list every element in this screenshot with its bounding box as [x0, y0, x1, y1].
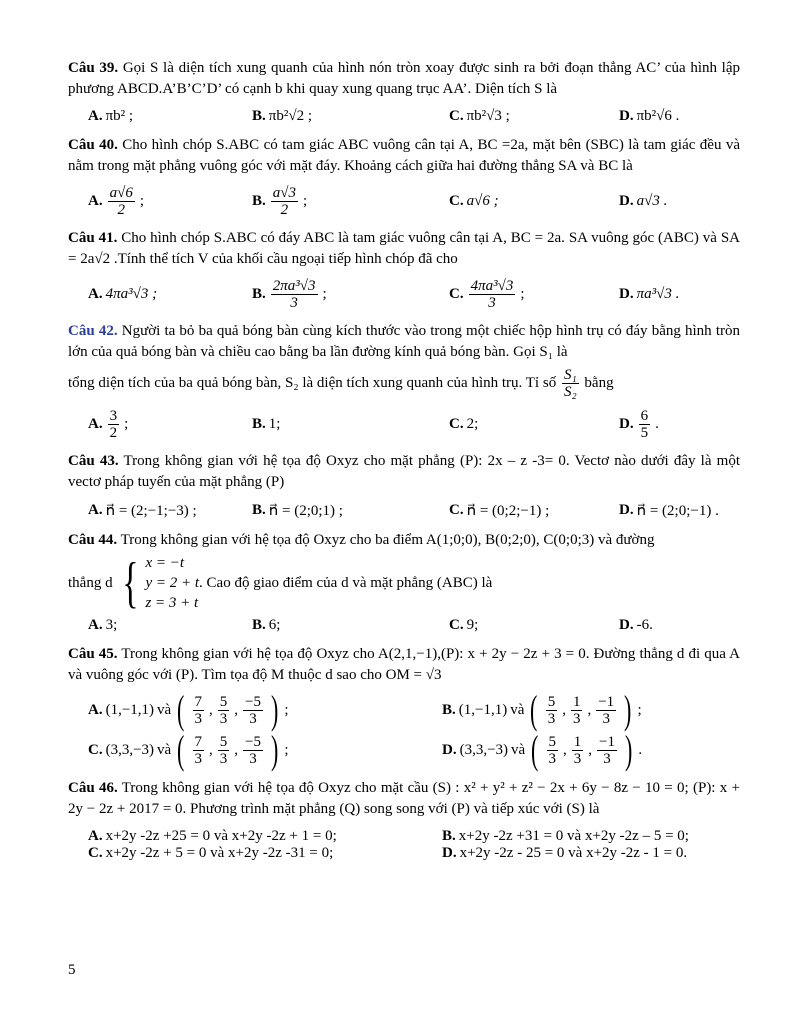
question-number: Câu 40.: [68, 137, 118, 153]
option-a: A. $\frac{3}{2}$ ;: [88, 408, 129, 441]
option-c: C. πb²√3 ;: [449, 108, 510, 124]
option-d: D. -6.: [619, 617, 653, 633]
option-d: D. πa³√3 .: [619, 286, 680, 302]
question-number: Câu 46.: [68, 780, 118, 796]
option-b: B. (1,−1,1) và ( $\frac{5}{3}$ , $\frac{1}{3}$ , $\frac{-1}{3}$ ) ;: [442, 687, 642, 732]
options-40: [88, 185, 740, 218]
option-d: D. x+2y -2z - 25 = 0 và x+2y -2z - 1 = 0.: [442, 845, 688, 861]
option-c: C. n⃗ = (0;2;−1) ;: [449, 502, 550, 519]
option-a: A. n⃗ = (2;−1;−3) ;: [88, 502, 197, 519]
options-43: [88, 501, 740, 520]
question-46: [68, 778, 740, 820]
question-41: [68, 228, 740, 270]
question-43: [68, 451, 740, 493]
page-number: 5: [68, 962, 76, 978]
option-a: A. $\frac{a√6}{2}$ ;: [88, 185, 144, 218]
question-44-line: thẳng d { x = −t y = 2 + t z = 3 + t . Cao độ giao điểm của d và mặt phẳng (ABC) là: [68, 552, 493, 614]
option-b: B. $\frac{\text{2πa³√3}}{3}$ ;: [252, 278, 327, 311]
question-39: [68, 58, 740, 100]
question-number: Câu 41.: [68, 230, 118, 246]
option-b: B. x+2y -2z +31 = 0 và x+2y -2z – 5 = 0;: [442, 828, 689, 844]
question-44: [68, 530, 740, 551]
question-text: Cho hình chóp S.ABC có đáy ABC là tam giác vuông cân tại A, BC = 2a. SA vuông góc (ABC) và SA = 2a√2 .Tính thể tích V của khối cầu ngoại tiếp hình chóp đã cho: [68, 230, 740, 267]
option-c: C. $\frac{\text{4πa³√3}}{3}$ ;: [449, 278, 525, 311]
fraction: $\frac{3}{2}$: [109, 408, 118, 441]
ratio-fraction: $\frac{\text{S₁}}{\text{S₂}}$: [563, 367, 577, 400]
question-text: Trong không gian với hệ tọa độ Oxyz cho mặt cầu (S) : x² + y² + z² − 2x + 6y − 8z − 10 = 0; (P): x + 2y − 2z + 2017 = 0. Phương trình mặt phẳng (Q) song song với (P) và tiếp xúc với (S) là: [68, 780, 740, 817]
options-46: [88, 828, 740, 862]
option-b: B. n⃗ = (2;0;1) ;: [252, 502, 343, 519]
fraction: $\frac{6}{5}$: [640, 408, 649, 441]
question-42: [68, 321, 740, 363]
question-40: [68, 135, 740, 177]
equation-system: { x = −t y = 2 + t z = 3 + t: [121, 552, 200, 614]
question-number: Câu 44.: [68, 532, 118, 548]
option-c: C. x+2y -2z + 5 = 0 và x+2y -2z -31 = 0;: [88, 845, 334, 861]
question-number: Câu 39.: [68, 60, 119, 76]
option-d: D. πb²√6 .: [619, 108, 680, 124]
option-a: A. x+2y -2z +25 = 0 và x+2y -2z + 1 = 0;: [88, 828, 337, 844]
question-text: Trong không gian với hệ tọa độ Oxyz cho ba điểm A(1;0;0), B(0;2;0), C(0;0;3) và đường: [120, 532, 655, 548]
question-number: Câu 45.: [68, 646, 118, 662]
option-a: A. 3;: [88, 617, 118, 633]
option-b: B. 6;: [252, 617, 281, 633]
option-a: A. 4πa³√3 ;: [88, 286, 158, 302]
option-d: D. a√3 .: [619, 193, 668, 209]
option-a: A. πb² ;: [88, 108, 134, 124]
option-c: C. 2;: [449, 416, 479, 432]
fraction: $\frac{\text{2πa³√3}}{3}$: [272, 278, 316, 311]
option-d: D. $\frac{6}{5}$ .: [619, 408, 659, 441]
option-d: D. n⃗ = (2;0;−1) .: [619, 502, 719, 519]
question-text: Cho hình chóp S.ABC có tam giác ABC vuông cân tại A, BC =2a, mặt bên (SBC) là tam giác đều và nằm trong mặt phẳng vuông góc với mặt đáy. Khoảng cách giữa hai đường thẳng SA và BC là: [68, 137, 740, 174]
option-b: B. πb²√2 ;: [252, 108, 312, 124]
options-44: [88, 617, 740, 634]
question-number: Câu 42.: [68, 323, 118, 339]
option-a: A. (1,−1,1) và ( $\frac{7}{3}$ , $\frac{5}{3}$ , $\frac{-5}{3}$ ) ;: [88, 687, 289, 732]
option-c: C. 9;: [449, 617, 479, 633]
exam-page: [68, 58, 740, 866]
option-c: C. (3,3,−3) và ( $\frac{7}{3}$ , $\frac{5}{3}$ , $\frac{-5}{3}$ ) ;: [88, 727, 289, 772]
question-text: Trong không gian với hệ tọa độ Oxyz cho mặt phẳng (P): 2x – z -3= 0. Vectơ nào dưới đây là một vectơ pháp tuyến của mặt phẳng (P): [68, 453, 740, 490]
question-number: Câu 43.: [68, 453, 119, 469]
option-b: B. 1;: [252, 416, 281, 432]
option-d: D. (3,3,−3) và ( $\frac{5}{3}$ , $\frac{1}{3}$ , $\frac{-1}{3}$ ) .: [442, 727, 643, 772]
question-42-cont: tổng diện tích của ba quả bóng bàn, S₂ là diện tích xung quanh của hình trụ. Tỉ số $\frac{\text{S₁}}{\text{S₂}}$ bằng: [68, 367, 614, 400]
question-text: Trong không gian với hệ tọa độ Oxyz cho A(2,1,−1),(P): x + 2y − 2z + 3 = 0. Đường thẳng d đi qua A và vuông góc với (P). Tìm tọa độ M thuộc d sao cho OM = √3: [68, 646, 740, 683]
options-39: [88, 108, 740, 125]
question-text: Gọi S là diện tích xung quanh của hình nón tròn xoay được sinh ra bởi đoạn thẳng AC’ của hình lập phương ABCD.A’B’C’D’ có cạnh b khi quay xung quang trục AA’. Diện tích S là: [68, 60, 740, 97]
option-b: B. $\frac{a√3}{2}$ ;: [252, 185, 308, 218]
options-41: [88, 278, 740, 311]
fraction: $\frac{a√3}{2}$: [272, 185, 296, 218]
fraction: $\frac{a√6}{2}$: [109, 185, 133, 218]
options-45: [88, 687, 740, 772]
fraction: $\frac{\text{4πa³√3}}{3}$: [470, 278, 514, 311]
option-c: C. a√6 ;: [449, 193, 499, 209]
options-42: [88, 408, 740, 441]
brace: {: [121, 552, 139, 614]
question-45: [68, 644, 740, 686]
question-text: Người ta bỏ ba quả bóng bàn cùng kích thước vào trong một chiếc hộp hình trụ có đáy bằng hình tròn lớn của quả bóng bàn và chiều cao bằng ba lần đường kính quả bóng bàn. Gọi S₁ là: [68, 323, 740, 360]
